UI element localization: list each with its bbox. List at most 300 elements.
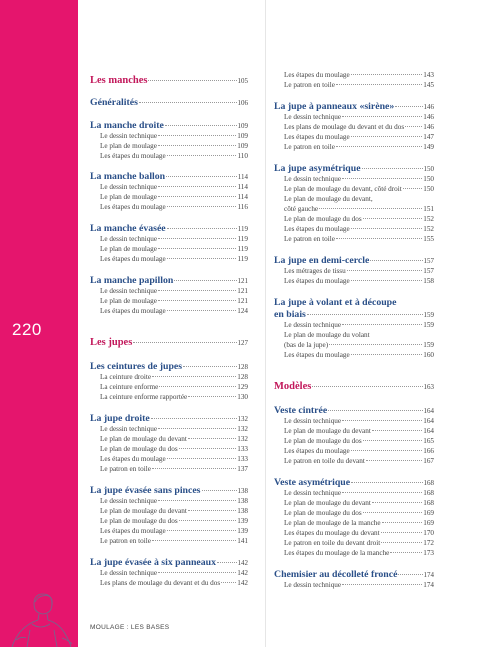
toc-page-number: 142 bbox=[237, 559, 248, 567]
toc-page-number: 114 bbox=[237, 173, 248, 181]
toc-sub-entry[interactable] bbox=[90, 425, 248, 433]
toc-sub-entry[interactable] bbox=[90, 579, 248, 587]
toc-sub-entry[interactable] bbox=[274, 81, 434, 89]
toc-entry-title: Le patron en toile bbox=[284, 81, 335, 89]
dot-leader bbox=[158, 238, 236, 239]
toc-page-number: 130 bbox=[237, 393, 248, 401]
toc-chapter-entry[interactable] bbox=[90, 120, 248, 131]
toc-sub-entry[interactable] bbox=[90, 455, 248, 463]
dot-leader bbox=[158, 500, 236, 501]
dot-leader bbox=[174, 280, 236, 281]
dot-leader bbox=[351, 74, 423, 75]
dot-leader bbox=[133, 342, 236, 343]
toc-entry-title: Veste asymétrique bbox=[274, 477, 351, 488]
toc-sub-entry[interactable] bbox=[274, 417, 434, 425]
toc-page-number: 119 bbox=[237, 255, 248, 263]
footer-title: MOULAGE : LES BASES bbox=[90, 624, 170, 631]
toc-sub-entry[interactable] bbox=[274, 499, 434, 507]
dot-leader bbox=[366, 460, 422, 461]
toc-entry-title: Les étapes du moulage bbox=[100, 527, 166, 535]
dot-leader bbox=[395, 106, 422, 107]
toc-entry-title: La jupe en demi-cercle bbox=[274, 255, 370, 266]
dot-leader bbox=[148, 80, 236, 81]
dot-leader bbox=[166, 176, 237, 177]
toc-sub-entry[interactable] bbox=[90, 203, 248, 211]
toc-chapter-entry[interactable] bbox=[90, 361, 248, 372]
dot-leader bbox=[179, 448, 237, 449]
toc-entry-title: Le plan de moulage du dos bbox=[284, 215, 362, 223]
toc-entry-title: en biais bbox=[274, 309, 306, 320]
toc-sub-entry[interactable] bbox=[90, 445, 248, 453]
dot-leader bbox=[351, 136, 423, 137]
toc-page-number: 109 bbox=[237, 122, 248, 130]
toc-sub-entry[interactable] bbox=[90, 297, 248, 305]
toc-sub-entry[interactable] bbox=[274, 143, 434, 151]
toc-sub-entry[interactable] bbox=[274, 235, 434, 243]
toc-entry-title: La ceinture droite bbox=[100, 373, 152, 381]
toc-entry-title: Le dessin technique bbox=[284, 581, 342, 589]
toc-page-number: 152 bbox=[423, 225, 434, 233]
toc-entry-title: Le plan de moulage de la manche bbox=[284, 519, 381, 527]
toc-sub-entry[interactable] bbox=[90, 537, 248, 545]
toc-chapter-entry[interactable] bbox=[274, 569, 434, 580]
dot-leader bbox=[167, 258, 237, 259]
toc-entry-title: côté gauche bbox=[284, 205, 319, 213]
toc-sub-entry[interactable] bbox=[90, 517, 248, 525]
toc-page-number: 109 bbox=[237, 142, 248, 150]
toc-page-number: 121 bbox=[237, 277, 248, 285]
toc-sub-entry[interactable] bbox=[90, 569, 248, 577]
toc-sub-entry[interactable] bbox=[90, 132, 248, 140]
dot-leader bbox=[183, 366, 236, 367]
toc-entry-title: Les jupes bbox=[90, 337, 133, 348]
toc-page-number: 138 bbox=[237, 507, 248, 515]
dot-leader bbox=[319, 208, 422, 209]
toc-entry-title: Le dessin technique bbox=[100, 132, 158, 140]
toc-part-entry[interactable] bbox=[90, 337, 248, 348]
dot-leader bbox=[165, 125, 237, 126]
toc-chapter-entry[interactable] bbox=[90, 97, 248, 108]
toc-chapter-entry[interactable] bbox=[274, 309, 434, 320]
dot-leader bbox=[167, 530, 237, 531]
toc-sub-entry[interactable] bbox=[90, 373, 248, 381]
toc-page-number: 164 bbox=[423, 417, 434, 425]
toc-entry-title: Les ceintures de jupes bbox=[90, 361, 183, 372]
toc-page-number: 114 bbox=[237, 183, 248, 191]
toc-sub-entry[interactable] bbox=[90, 183, 248, 191]
toc-page-number: 139 bbox=[237, 517, 248, 525]
toc-sub-entry[interactable] bbox=[274, 489, 434, 497]
toc-page-number: 165 bbox=[423, 437, 434, 445]
toc-sub-entry[interactable] bbox=[274, 427, 434, 435]
toc-page-number: 132 bbox=[237, 435, 248, 443]
toc-sub-entry[interactable] bbox=[90, 497, 248, 505]
toc-part-entry[interactable] bbox=[90, 75, 248, 86]
toc-entry-title: Le dessin technique bbox=[100, 569, 158, 577]
toc-sub-entry[interactable] bbox=[274, 215, 434, 223]
toc-page-number: 128 bbox=[237, 373, 248, 381]
toc-entry-title: Le dessin technique bbox=[284, 321, 342, 329]
toc-page-number: 129 bbox=[237, 383, 248, 391]
dot-leader bbox=[363, 218, 423, 219]
dot-leader bbox=[158, 186, 236, 187]
toc-sub-entry[interactable] bbox=[90, 435, 248, 443]
toc-page-number: 150 bbox=[423, 185, 434, 193]
dot-leader bbox=[342, 116, 422, 117]
toc-sub-entry[interactable] bbox=[274, 277, 434, 285]
toc-entry-title: Les étapes du moulage du devant bbox=[284, 529, 380, 537]
toc-entry-title: Les manches bbox=[90, 75, 148, 86]
toc-sub-entry[interactable] bbox=[274, 581, 434, 589]
toc-entry-title: La manche papillon bbox=[90, 275, 174, 286]
toc-page-number: 172 bbox=[423, 539, 434, 547]
toc-sub-entry[interactable] bbox=[274, 529, 434, 537]
toc-entry-title: Le dessin technique bbox=[284, 175, 342, 183]
toc-page-number: 142 bbox=[237, 569, 248, 577]
dot-leader bbox=[167, 206, 237, 207]
toc-page-number: 163 bbox=[423, 383, 434, 391]
toc-entry-title: Le plan de moulage bbox=[100, 193, 157, 201]
toc-chapter-entry[interactable] bbox=[274, 477, 434, 488]
dot-leader bbox=[167, 458, 237, 459]
toc-page-number: 121 bbox=[237, 297, 248, 305]
dot-leader bbox=[362, 168, 423, 169]
toc-entry-title: Le plan de moulage du devant bbox=[100, 507, 187, 515]
column-divider bbox=[265, 0, 266, 647]
toc-entry-title: Les étapes du moulage bbox=[100, 307, 166, 315]
dot-leader bbox=[167, 310, 237, 311]
toc-entry-title: Le plan de moulage du devant bbox=[100, 435, 187, 443]
toc-page-number: 150 bbox=[423, 175, 434, 183]
toc-sub-entry[interactable] bbox=[274, 205, 434, 213]
toc-entry-title: Les plans de moulage du devant et du dos bbox=[100, 579, 221, 587]
toc-sub-entry[interactable] bbox=[90, 287, 248, 295]
toc-entry-title: La manche ballon bbox=[90, 171, 166, 182]
toc-page-number: 132 bbox=[237, 415, 248, 423]
toc-entry-title: Généralités bbox=[90, 97, 138, 108]
toc-entry-title: Le patron en toile bbox=[100, 465, 151, 473]
toc-sub-entry[interactable] bbox=[90, 393, 248, 401]
toc-part-entry[interactable] bbox=[274, 381, 434, 392]
toc-page-number: 159 bbox=[423, 311, 434, 319]
toc-entry-title: Les plans de moulage du devant et du dos bbox=[284, 123, 405, 131]
toc-page-number: 164 bbox=[423, 407, 434, 415]
toc-chapter-entry[interactable] bbox=[90, 413, 248, 424]
toc-chapter-entry[interactable] bbox=[274, 255, 434, 266]
toc-sub-entry[interactable] bbox=[274, 195, 434, 203]
toc-page-number: 152 bbox=[423, 215, 434, 223]
dot-leader bbox=[167, 228, 237, 229]
fashion-figure-illustration bbox=[4, 590, 78, 647]
toc-entry-title: Les étapes du moulage bbox=[284, 351, 350, 359]
toc-page-number: 160 bbox=[423, 351, 434, 359]
toc-sub-entry[interactable] bbox=[274, 437, 434, 445]
dot-leader bbox=[158, 135, 236, 136]
dot-leader bbox=[159, 386, 236, 387]
toc-sub-entry[interactable] bbox=[90, 307, 248, 315]
toc-entry-title: Le dessin technique bbox=[100, 425, 158, 433]
toc-entry-title: Les étapes du moulage bbox=[284, 133, 350, 141]
toc-entry-title: La jupe à volant et à découpe bbox=[274, 297, 397, 308]
dot-leader bbox=[167, 155, 237, 156]
toc-page-number: 174 bbox=[423, 571, 434, 579]
toc-sub-entry[interactable] bbox=[90, 255, 248, 263]
toc-entry-title: Le plan de moulage bbox=[100, 297, 157, 305]
toc-page-number: 121 bbox=[237, 287, 248, 295]
toc-page-number: 133 bbox=[237, 445, 248, 453]
toc-page-number: 105 bbox=[237, 77, 248, 85]
toc-entry-title: Chemisier au décolleté froncé bbox=[274, 569, 398, 580]
toc-page-number: 166 bbox=[423, 447, 434, 455]
toc-sub-entry[interactable] bbox=[274, 185, 434, 193]
toc-page-number: 128 bbox=[237, 363, 248, 371]
dot-leader bbox=[342, 178, 422, 179]
toc-page-number: 169 bbox=[423, 519, 434, 527]
toc-entry-title: Le patron en toile bbox=[284, 235, 335, 243]
toc-sub-entry[interactable] bbox=[274, 331, 434, 339]
toc-entry-title: Le dessin technique bbox=[100, 497, 158, 505]
toc-page-number: 110 bbox=[237, 152, 248, 160]
toc-entry-title: Le plan de moulage du dos bbox=[284, 509, 362, 517]
dot-leader bbox=[158, 300, 236, 301]
toc-sub-entry[interactable] bbox=[274, 341, 434, 349]
toc-entry-title: La jupe asymétrique bbox=[274, 163, 361, 174]
dot-leader bbox=[351, 450, 423, 451]
dot-leader bbox=[347, 270, 423, 271]
toc-page-number: 147 bbox=[423, 133, 434, 141]
toc-entry-title: Les étapes du moulage bbox=[284, 225, 350, 233]
dot-leader bbox=[329, 344, 422, 345]
toc-chapter-entry[interactable] bbox=[90, 223, 248, 234]
dot-leader bbox=[158, 196, 237, 197]
toc-page-number: 155 bbox=[423, 235, 434, 243]
toc-sub-entry[interactable] bbox=[274, 539, 434, 547]
toc-chapter-entry[interactable] bbox=[274, 163, 434, 174]
toc-sub-entry[interactable] bbox=[274, 549, 434, 557]
toc-page-number: 146 bbox=[423, 123, 434, 131]
toc-page-number: 143 bbox=[423, 71, 434, 79]
toc-sub-entry[interactable] bbox=[274, 267, 434, 275]
toc-entry-title: La manche droite bbox=[90, 120, 164, 131]
toc-sub-entry[interactable] bbox=[274, 457, 434, 465]
toc-page-number: 124 bbox=[237, 307, 248, 315]
toc-entry-title: Le patron en toile bbox=[100, 537, 151, 545]
dot-leader bbox=[342, 584, 422, 585]
toc-page-number: 127 bbox=[237, 339, 248, 347]
toc-sub-entry[interactable] bbox=[90, 527, 248, 535]
toc-entry-title: Le patron en toile du devant droit bbox=[284, 539, 381, 547]
dot-leader bbox=[363, 440, 423, 441]
toc-page-number: 173 bbox=[423, 549, 434, 557]
toc-entry-title: Le dessin technique bbox=[100, 287, 158, 295]
toc-page-number: 159 bbox=[423, 341, 434, 349]
toc-sub-entry[interactable] bbox=[90, 152, 248, 160]
toc-sub-entry[interactable] bbox=[274, 321, 434, 329]
toc-page-number: 158 bbox=[423, 277, 434, 285]
toc-page-number: 157 bbox=[423, 257, 434, 265]
dot-leader bbox=[151, 418, 237, 419]
toc-page-number: 119 bbox=[237, 245, 248, 253]
toc-chapter-entry[interactable] bbox=[274, 405, 434, 416]
dot-leader bbox=[179, 520, 237, 521]
toc-page-number: 109 bbox=[237, 132, 248, 140]
toc-entry-title: Le plan de moulage du devant, bbox=[284, 195, 373, 203]
toc-page-number: 138 bbox=[237, 487, 248, 495]
toc-entry-title: Le patron en toile bbox=[284, 143, 335, 151]
toc-entry-title: Les métrages de tissu bbox=[284, 267, 346, 275]
toc-page-number: 150 bbox=[423, 165, 434, 173]
toc-entry-title: Les étapes du moulage bbox=[100, 203, 166, 211]
toc-sub-entry[interactable] bbox=[90, 383, 248, 391]
dot-leader bbox=[351, 354, 423, 355]
dot-leader bbox=[336, 146, 422, 147]
dot-leader bbox=[152, 376, 236, 377]
toc-page-number: 106 bbox=[237, 99, 248, 107]
dot-leader bbox=[312, 386, 422, 387]
toc-entry-title: La ceinture enforme bbox=[100, 383, 159, 391]
toc-page-number: 146 bbox=[423, 103, 434, 111]
toc-sub-entry[interactable] bbox=[90, 465, 248, 473]
toc-sub-entry[interactable] bbox=[274, 509, 434, 517]
dot-leader bbox=[328, 410, 422, 411]
toc-sub-entry[interactable] bbox=[274, 133, 434, 141]
dot-leader bbox=[202, 490, 237, 491]
toc-entry-title: Le dessin technique bbox=[284, 489, 342, 497]
toc-entry-title: Le plan de moulage bbox=[100, 245, 157, 253]
dot-leader bbox=[158, 145, 236, 146]
page-number: 220 bbox=[12, 320, 42, 339]
toc-entry-title: Le patron en toile du devant bbox=[284, 457, 365, 465]
toc-entry-title: La jupe évasée sans pinces bbox=[90, 485, 201, 496]
dot-leader bbox=[370, 260, 422, 261]
toc-page-number: 116 bbox=[237, 203, 248, 211]
dot-leader bbox=[381, 542, 422, 543]
toc-sub-entry[interactable] bbox=[274, 225, 434, 233]
toc-entry-title: Le plan de moulage du dos bbox=[100, 445, 178, 453]
toc-entry-title: La manche évasée bbox=[90, 223, 166, 234]
dot-leader bbox=[351, 280, 423, 281]
dot-leader bbox=[403, 188, 422, 189]
toc-page-number: 168 bbox=[423, 479, 434, 487]
dot-leader bbox=[398, 574, 422, 575]
toc-page-number: 137 bbox=[237, 465, 248, 473]
toc-page-number: 168 bbox=[423, 499, 434, 507]
toc-page-number: 119 bbox=[237, 225, 248, 233]
toc-page-number: 119 bbox=[237, 235, 248, 243]
toc-sub-entry[interactable] bbox=[90, 142, 248, 150]
toc-sub-entry[interactable] bbox=[90, 193, 248, 201]
toc-sub-entry[interactable] bbox=[274, 71, 434, 79]
toc-sub-entry[interactable] bbox=[274, 175, 434, 183]
dot-leader bbox=[336, 84, 422, 85]
toc-page-number: 132 bbox=[237, 425, 248, 433]
toc-entry-title: Les étapes du moulage de la manche bbox=[284, 549, 390, 557]
dot-leader bbox=[336, 238, 422, 239]
toc-entry-title: Le plan de moulage bbox=[100, 142, 157, 150]
toc-entry-title: La jupe évasée à six panneaux bbox=[90, 557, 217, 568]
toc-entry-title: Le dessin technique bbox=[100, 183, 158, 191]
dot-leader bbox=[158, 248, 237, 249]
toc-sub-entry[interactable] bbox=[90, 507, 248, 515]
dot-leader bbox=[342, 492, 422, 493]
toc-page-number: 168 bbox=[423, 489, 434, 497]
toc-sub-entry[interactable] bbox=[274, 123, 434, 131]
toc-sub-entry[interactable] bbox=[274, 447, 434, 455]
dot-leader bbox=[188, 396, 236, 397]
dot-leader bbox=[188, 438, 236, 439]
dot-leader bbox=[390, 552, 422, 553]
toc-chapter-entry[interactable] bbox=[274, 101, 434, 112]
dot-leader bbox=[382, 522, 423, 523]
dot-leader bbox=[363, 512, 423, 513]
toc-entry-title: Le plan de moulage du volant bbox=[284, 331, 370, 339]
dot-leader bbox=[342, 420, 422, 421]
toc-page-number: 142 bbox=[237, 579, 248, 587]
dot-leader bbox=[351, 482, 422, 483]
toc-chapter-entry[interactable] bbox=[90, 171, 248, 182]
toc-entry-title: La ceinture enforme rapportée bbox=[100, 393, 188, 401]
toc-page-number: 138 bbox=[237, 497, 248, 505]
toc-sub-entry[interactable] bbox=[274, 351, 434, 359]
toc-entry-title: Les étapes du moulage bbox=[284, 71, 350, 79]
toc-chapter-entry[interactable] bbox=[90, 485, 248, 496]
dot-leader bbox=[158, 428, 236, 429]
toc-sub-entry[interactable] bbox=[274, 113, 434, 121]
toc-chapter-entry[interactable] bbox=[90, 275, 248, 286]
toc-chapter-entry[interactable] bbox=[274, 297, 434, 308]
toc-page-number: 139 bbox=[237, 527, 248, 535]
toc-entry-title: Le dessin technique bbox=[100, 235, 158, 243]
toc-page-number: 174 bbox=[423, 581, 434, 589]
dot-leader bbox=[342, 324, 422, 325]
toc-sub-entry[interactable] bbox=[274, 519, 434, 527]
dot-leader bbox=[158, 572, 236, 573]
toc-page-number: 167 bbox=[423, 457, 434, 465]
dot-leader bbox=[217, 562, 236, 563]
toc-entry-title: Les étapes du moulage bbox=[284, 277, 350, 285]
dot-leader bbox=[152, 468, 236, 469]
toc-entry-title: Les étapes du moulage bbox=[284, 447, 350, 455]
toc-entry-title: Modèles bbox=[274, 381, 312, 392]
toc-entry-title: Le plan de moulage du devant bbox=[284, 499, 371, 507]
toc-entry-title: Le plan de moulage du dos bbox=[100, 517, 178, 525]
sidebar-band bbox=[0, 0, 78, 647]
dot-leader bbox=[351, 228, 423, 229]
toc-entry-title: Le plan de moulage du dos bbox=[284, 437, 362, 445]
toc-page-number: 114 bbox=[237, 193, 248, 201]
toc-page-number: 151 bbox=[423, 205, 434, 213]
toc-page-number: 159 bbox=[423, 321, 434, 329]
toc-sub-entry[interactable] bbox=[90, 245, 248, 253]
toc-entry-title: Les étapes du moulage bbox=[100, 152, 166, 160]
toc-chapter-entry[interactable] bbox=[90, 557, 248, 568]
toc-entry-title: (bas de la jupe) bbox=[284, 341, 329, 349]
toc-page-number: 146 bbox=[423, 113, 434, 121]
toc-sub-entry[interactable] bbox=[90, 235, 248, 243]
toc-entry-title: Les étapes du moulage bbox=[100, 455, 166, 463]
toc-entry-title: Veste cintrée bbox=[274, 405, 328, 416]
toc-entry-title: Le dessin technique bbox=[284, 113, 342, 121]
toc-entry-title: La jupe droite bbox=[90, 413, 150, 424]
dot-leader bbox=[152, 540, 236, 541]
dot-leader bbox=[139, 102, 237, 103]
toc-page-number: 141 bbox=[237, 537, 248, 545]
toc-page-number: 133 bbox=[237, 455, 248, 463]
toc-entry-title: Le dessin technique bbox=[284, 417, 342, 425]
dot-leader bbox=[381, 532, 423, 533]
toc-page-number: 170 bbox=[423, 529, 434, 537]
toc-entry-title: Le plan de moulage du devant bbox=[284, 427, 371, 435]
